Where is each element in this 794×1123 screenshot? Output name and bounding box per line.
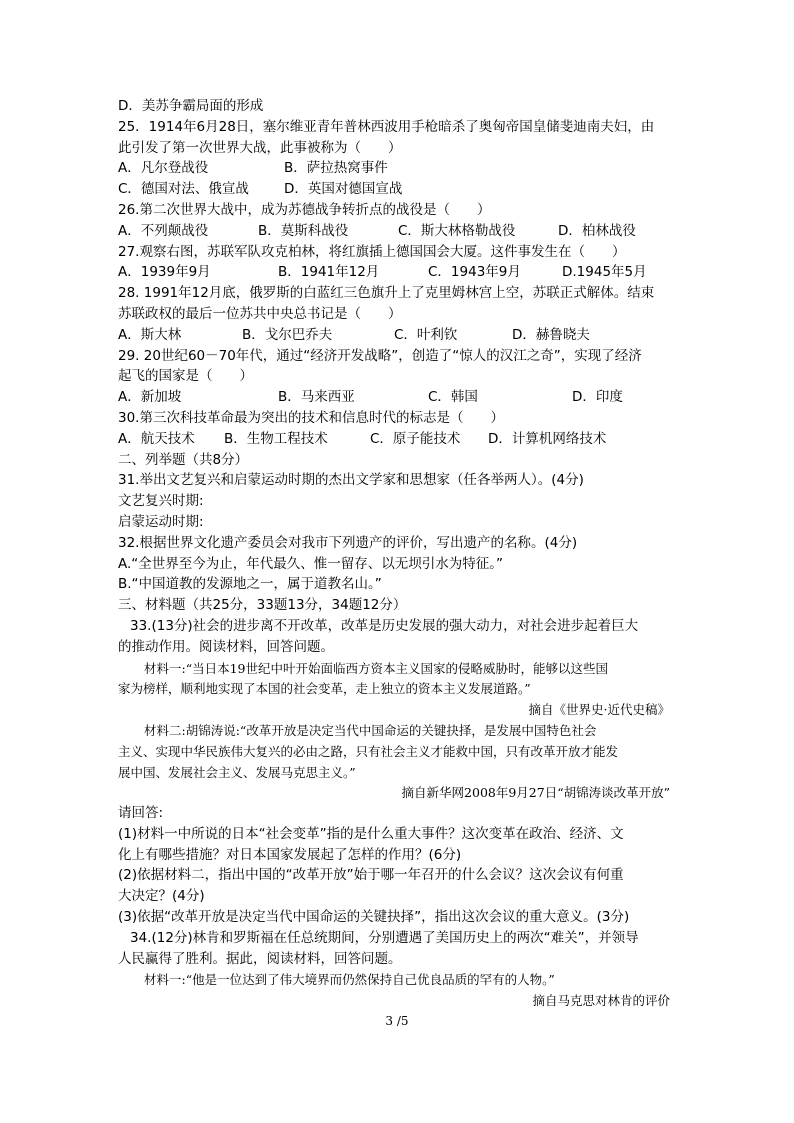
q28-options bbox=[118, 325, 678, 346]
q31-renaissance: 文艺复兴时期: bbox=[118, 493, 204, 510]
q34-material-1: 材料一:“他是一位达到了伟大境界而仍然保持自己优良品质的罕有的人物。” bbox=[144, 972, 555, 988]
q29-stem-2: 起飞的国家是（ ） bbox=[118, 368, 253, 385]
material-1-line-1: 材料一:“当日本19世纪中叶开始面临西方资本主义国家的侵略威胁时，能够以这些国 bbox=[144, 660, 609, 676]
q27-option-c: C．1943年9月 bbox=[428, 264, 521, 281]
q26-stem: 26.第二次世界大战中，成为苏德战争转折点的战役是（ ） bbox=[118, 201, 491, 218]
q28-option-d: D．赫鲁晓夫 bbox=[512, 326, 590, 343]
q26-option-b: B．莫斯科战役 bbox=[258, 222, 349, 239]
q25-option-b: B．萨拉热窝事件 bbox=[284, 160, 388, 177]
q28-option-c: C．叶利钦 bbox=[394, 326, 458, 343]
q33-sub2-line-2: 大决定？(4分) bbox=[118, 888, 205, 905]
q33-sub2-line-1: (2)依据材料二，指出中国的“改革开放”始于哪一年召开的什么会议？这次会议有何重 bbox=[118, 867, 624, 884]
page-number: 3 /5 bbox=[385, 1014, 409, 1028]
q31-enlightenment: 启蒙运动时期: bbox=[118, 513, 204, 530]
q25-option-d: D．英国对德国宣战 bbox=[284, 181, 403, 198]
q33-stem-2: 的推动作用。阅读材料，回答问题。 bbox=[118, 638, 334, 655]
q26-option-c: C．斯大林格勒战役 bbox=[398, 222, 516, 239]
q25-stem-1: 25．1914年6月28日，塞尔维亚青年普林西波用手枪暗杀了奥匈帝国皇储斐迪南夫妇，由 bbox=[118, 118, 655, 135]
q32-stem: 32.根据世界文化遗产委员会对我市下列遗产的评价，写出遗产的名称。(4分) bbox=[118, 534, 578, 551]
material-2-line-2: 主义、实现中华民族伟大复兴的必由之路，只有社会主义才能救中国，只有改革开放才能发 bbox=[118, 743, 619, 759]
q25-option-a: A．凡尔登战役 bbox=[118, 160, 209, 177]
q33-sub1-line-2: 化上有哪些措施？对日本国家发展起了怎样的作用？(6分) bbox=[118, 846, 462, 863]
q27-option-d: D.1945年5月 bbox=[562, 264, 647, 281]
q25-options-2 bbox=[118, 179, 678, 200]
q33-stem-1: 33.(13分)社会的进步离不开改革，改革是历史发展的强大动力，对社会进步起着巨大 bbox=[130, 617, 639, 634]
q26-options bbox=[118, 221, 678, 242]
q29-option-a: A．新加坡 bbox=[118, 389, 182, 406]
q34-material-1-source: 摘自马克思对林肯的评价 bbox=[532, 993, 670, 1009]
section-3-heading: 三、材料题（共25分，33题13分，34题12分） bbox=[118, 597, 407, 614]
material-2-line-3: 展中国、发展社会主义、发展马克思主义。” bbox=[118, 764, 356, 780]
q27-stem: 27.观察右图，苏联军队攻克柏林，将红旗插上德国国会大厦。这件事发生在（ ） bbox=[118, 243, 626, 260]
q33-sub3: (3)依据“改革开放是决定当代中国命运的关键抉择”，指出这次会议的重大意义。(3分) bbox=[118, 909, 630, 926]
q27-options bbox=[118, 262, 678, 283]
q25-option-c: C．德国对法、俄宣战 bbox=[118, 181, 249, 198]
q28-stem-2: 苏联政权的最后一位苏共中央总书记是（ ） bbox=[118, 305, 402, 322]
q26-option-a: A．不列颠战役 bbox=[118, 222, 209, 239]
q26-option-d: D．柏林战役 bbox=[558, 222, 636, 239]
q34-stem-2: 人民赢得了胜利。据此，阅读材料，回答问题。 bbox=[118, 950, 402, 967]
q29-options bbox=[118, 387, 678, 408]
material-1-line-2: 家为榜样，顺利地实现了本国的社会变革，走上独立的资本主义发展道路。” bbox=[118, 681, 531, 697]
answer-prompt: 请回答: bbox=[118, 805, 164, 822]
q27-option-b: B．1941年12月 bbox=[278, 264, 380, 281]
q29-option-d: D．印度 bbox=[572, 389, 623, 406]
exam-page bbox=[118, 96, 678, 1011]
q34-stem-1: 34.(12分)林肯和罗斯福在任总统期间，分别遭遇了美国历史上的两次“难关”，并领导 bbox=[130, 929, 639, 946]
material-1-source: 摘自《世界史·近代史稿》 bbox=[528, 702, 670, 718]
q29-option-c: C．韩国 bbox=[428, 389, 478, 406]
q30-stem: 30.第三次科技革命最为突出的技术和信息时代的标志是（ ） bbox=[118, 409, 504, 426]
q24-option-d: D．美苏争霸局面的形成 bbox=[118, 98, 264, 114]
q30-option-b: B．生物工程技术 bbox=[224, 430, 328, 447]
material-2-source: 摘自新华网2008年9月27日“胡锦涛谈改革开放” bbox=[401, 785, 670, 801]
q27-option-a: A．1939年9月 bbox=[118, 264, 211, 281]
material-2-line-1: 材料二:胡锦涛说:“改革开放是决定当代中国命运的关键抉择，是发展中国特色社会 bbox=[144, 722, 597, 738]
q25-options-1 bbox=[118, 158, 678, 179]
q33-sub1-line-1: (1)材料一中所说的日本“社会变革”指的是什么重大事件？这次变革在政治、经济、文 bbox=[118, 825, 624, 842]
q28-stem-1: 28. 1991年12月底，俄罗斯的白蓝红三色旗升上了克里姆林宫上空，苏联正式解体。结束 bbox=[118, 285, 655, 302]
q28-option-a: A．斯大林 bbox=[118, 326, 182, 343]
q32-item-b: B.“中国道教的发源地之一，属于道教名山。” bbox=[118, 576, 382, 593]
q30-option-a: A．航天技术 bbox=[118, 430, 195, 447]
section-2-heading: 二、列举题（共8分） bbox=[118, 451, 249, 468]
q28-option-b: B．戈尔巴乔夫 bbox=[242, 326, 333, 343]
q30-option-c: C．原子能技术 bbox=[370, 430, 461, 447]
q25-stem-2: 此引发了第一次世界大战，此事被称为（ ） bbox=[118, 139, 402, 156]
q30-option-d: D．计算机网络技术 bbox=[488, 430, 607, 447]
q30-options bbox=[118, 429, 678, 450]
q32-item-a: A.“全世界至今为止，年代最久、惟一留存、以无坝引水为特征。” bbox=[118, 555, 504, 572]
q29-option-b: B．马来西亚 bbox=[278, 389, 355, 406]
q31-stem: 31.举出文艺复兴和启蒙运动时期的杰出文学家和思想家（任各举两人）。(4分) bbox=[118, 472, 584, 489]
q29-stem-1: 29. 20世纪60－70年代，通过“经济开发战略”，创造了“惊人的汉江之奇”，实现了经济 bbox=[118, 347, 642, 364]
